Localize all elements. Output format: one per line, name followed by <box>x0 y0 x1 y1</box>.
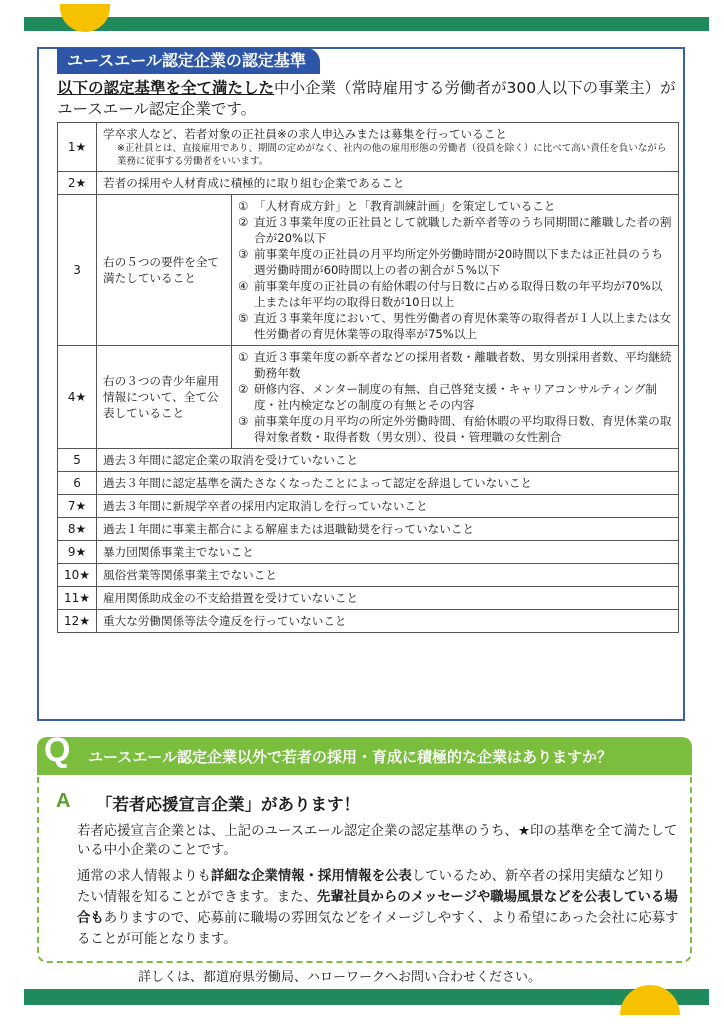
table-row <box>58 346 679 449</box>
question-text: ユースエール認定企業以外で若者の採用・育成に積極的な企業はありますか？ <box>88 748 612 766</box>
row-text: 過去３年間に認定基準を満たさなくなったことによって認定を辞退していないこと <box>97 472 679 495</box>
row-text: 過去３年間に認定企業の取消を受けていないこと <box>97 449 679 472</box>
table-row <box>58 610 679 633</box>
top-bar <box>24 17 709 31</box>
row-number: 3 <box>58 195 97 346</box>
list-item: ③ 前事業年度の月平均の所定外労働時間、有給休暇の平均取得日数、育児休業の取得対象者数・取得者数（男女別）、役員・管理職の女性割合 <box>238 414 672 444</box>
row-number: 10★ <box>58 564 97 587</box>
answer-paragraph-1: 若者応援宣言企業とは、上記のユースエール認定企業の認定基準のうち、★印の基準を全て満たしている中小企業のことです。 <box>77 824 678 858</box>
intro-rest: 中小企業（常時雇用する労働者が300人以下の事業主）がユースエール認定企業です。 <box>57 79 676 118</box>
table-row <box>58 472 679 495</box>
table-row <box>58 541 679 564</box>
row-text: 重大な労働関係等法令違反を行っていないこと <box>97 610 679 633</box>
intro-lead: 以下の認定基準を全て満たした <box>57 79 275 97</box>
row-items <box>232 195 679 346</box>
row-text <box>97 123 679 172</box>
row-label: 右の５つの要件を全て満たしていること <box>97 195 232 346</box>
list-item: ① 直近３事業年度の新卒者などの採用者数・離職者数、男女別採用者数、平均継続勤務年数 <box>238 350 672 380</box>
page-title: ユースエール認定企業の認定基準 <box>57 48 320 74</box>
row-text: 過去３年間に新規学卒者の採用内定取消しを行っていないこと <box>97 495 679 518</box>
row-label: 右の３つの青少年雇用情報について、全て公表していること <box>97 346 232 449</box>
row-number: 11★ <box>58 587 97 610</box>
answer-title: 「若者応援宣言企業」があります！ <box>96 795 360 814</box>
row-text-main: 学卒求人など、若者対象の正社員※の求人申込みまたは募集を行っていること <box>103 127 507 141</box>
row-text: 雇用関係助成金の不支給措置を受けていないこと <box>97 587 679 610</box>
list-item: ④ 前事業年度の正社員の有給休暇の付与日数に占める取得日数の年平均が70%以上または年平均の取得日数が10日以上 <box>238 279 663 309</box>
row-number: 5 <box>58 449 97 472</box>
table-row <box>58 587 679 610</box>
row-number: 8★ <box>58 518 97 541</box>
row-text: 過去１年間に事業主都合による解雇または退職勧奨を行っていないこと <box>97 518 679 541</box>
list-item: ⑤ 直近３事業年度において、男性労働者の育児休業等の取得者が１人以上または女性労働者の育児休業等の取得率が75%以上 <box>238 311 672 341</box>
row-text: 若者の採用や人材育成に積極的に取り組む企業であること <box>97 172 679 195</box>
row-number: 9★ <box>58 541 97 564</box>
row-note: ※正社員とは、直接雇用であり、期間の定めがなく、社内の他の雇用形態の労働者（役員を除く）に比べて高い責任を負いながら業務に従事する労働者をいいます。 <box>117 143 667 167</box>
criteria-table <box>57 122 679 633</box>
row-number: 6 <box>58 472 97 495</box>
table-row <box>58 518 679 541</box>
intro-text <box>57 78 687 120</box>
answer-paragraph-2: 通常の求人情報よりも詳細な企業情報・採用情報を公表しているため、新卒者の採用実績など知りたい情報を知ることができます。また、先輩社員からのメッセージや職場風景などを公表している場合もありますので、応募前に職場の雰囲気などをイメージしやすく、より希望にあった会社に応募することが可能となります。 <box>77 869 679 947</box>
table-row <box>58 195 679 346</box>
a-mark: A <box>56 790 71 812</box>
row-number: 7★ <box>58 495 97 518</box>
q-mark: Q <box>44 731 71 769</box>
bottom-bar <box>24 989 709 1005</box>
list-item: ③ 前事業年度の正社員の月平均所定外労働時間が20時間以下または正社員のうち週労働時間が60時間以上の者の割合が５%以下 <box>238 247 663 277</box>
list-item: ② 研修内容、メンター制度の有無、自己啓発支援・キャリアコンサルティング制度・社内検定などの制度の有無とその内容 <box>238 382 658 412</box>
row-items <box>232 346 679 449</box>
row-number: 4★ <box>58 346 97 449</box>
table-row <box>58 123 679 172</box>
table-row <box>58 172 679 195</box>
list-item: ① 「人材育成方針」と「教育訓練計画」を策定していること <box>238 199 556 213</box>
row-text: 暴力団関係事業主でないこと <box>97 541 679 564</box>
table-row <box>58 495 679 518</box>
row-number: 12★ <box>58 610 97 633</box>
footer-text: 詳しくは、都道府県労働局、ハローワークへお問い合わせください。 <box>138 970 542 985</box>
table-row <box>58 449 679 472</box>
row-number: 1★ <box>58 123 97 172</box>
row-text: 風俗営業等関係事業主でないこと <box>97 564 679 587</box>
table-row <box>58 564 679 587</box>
row-number: 2★ <box>58 172 97 195</box>
list-item: ② 直近３事業年度の正社員として就職した新卒者等のうち同期間に離職した者の割合が20%以下 <box>238 215 672 245</box>
